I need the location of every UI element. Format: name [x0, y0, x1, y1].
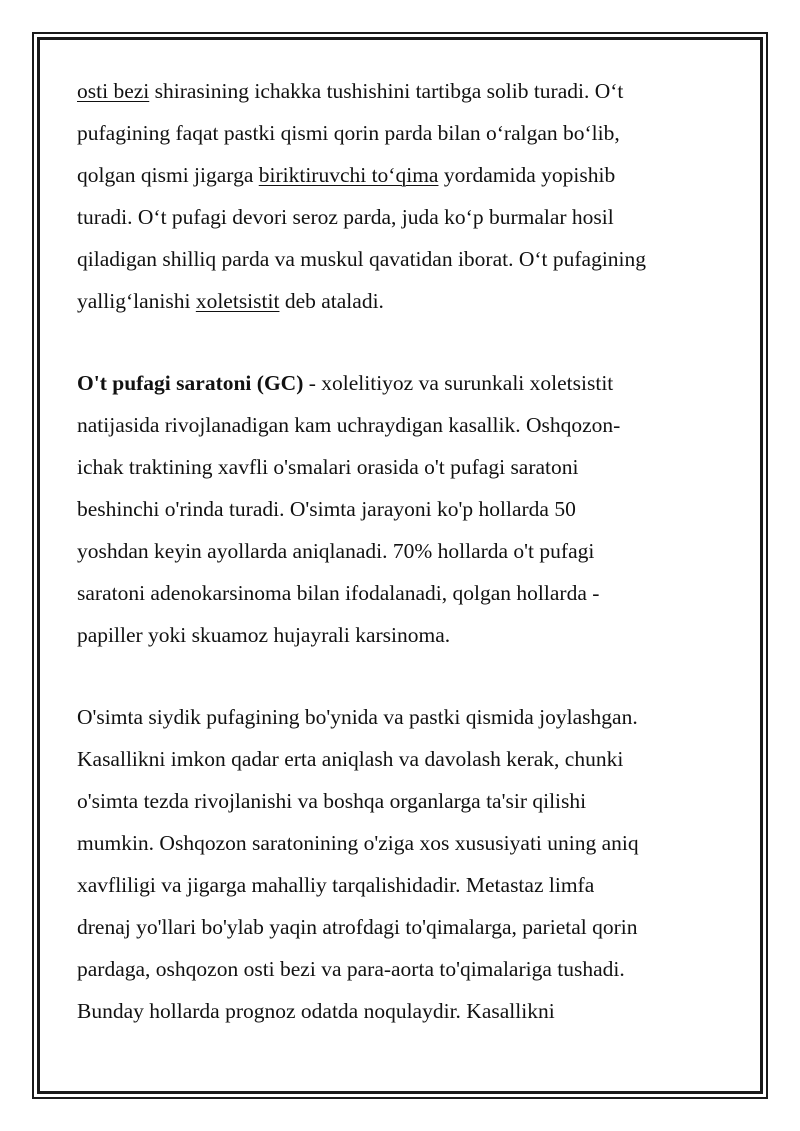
text-segment: xavfliligi va jigarga mahalliy tarqalishidadir. Metastaz limfa [77, 873, 595, 897]
text-segment: qiladigan shilliq parda va muskul qavatidan iborat. O‘t pufagining [77, 247, 647, 271]
bold-heading-text: O't pufagi saratoni (GC) [77, 371, 304, 395]
text-segment: natijasida rivojlanadigan kam uchraydigan kasallik. Oshqozon- [77, 413, 621, 437]
paragraph-tumor-spread [77, 696, 727, 1032]
paragraph-gap [77, 656, 727, 696]
text-segment: yoshdan keyin ayollarda aniqlanadi. 70% hollarda o't pufagi [77, 539, 595, 563]
text-line [77, 404, 727, 446]
text-line [77, 614, 727, 656]
text-segment: deb ataladi. [279, 289, 384, 313]
text-line [77, 696, 727, 738]
text-segment: ichak traktining xavfli o'smalari orasida o't pufagi saratoni [77, 455, 579, 479]
paragraph-gallbladder-cancer [77, 362, 727, 656]
text-line [77, 572, 727, 614]
text-line [77, 446, 727, 488]
text-line [77, 990, 727, 1032]
text-segment: pardaga, oshqozon osti bezi va para-aorta to'qimalariga tushadi. [77, 957, 625, 981]
text-line [77, 154, 727, 196]
text-segment: turadi. O‘t pufagi devori seroz parda, juda ko‘p burmalar hosil [77, 205, 614, 229]
text-segment: papiller yoki skuamoz hujayrali karsinoma. [77, 623, 451, 647]
text-line [77, 530, 727, 572]
text-line [77, 822, 727, 864]
term-link[interactable]: osti bezi [77, 79, 150, 103]
text-line [77, 362, 727, 404]
text-segment: saratoni adenokarsinoma bilan ifodalanadi, qolgan hollarda - [77, 581, 600, 605]
text-line [77, 738, 727, 780]
text-line [77, 864, 727, 906]
text-segment: yordamida yopishib [438, 163, 616, 187]
text-line [77, 70, 727, 112]
text-line [77, 238, 727, 280]
text-segment: qolgan qismi jigarga [77, 163, 259, 187]
paragraph-gap [77, 322, 727, 362]
text-segment: Bunday hollarda prognoz odatda noqulaydir. Kasallikni [77, 999, 555, 1023]
text-line [77, 112, 727, 154]
paragraph-gallbladder-anatomy [77, 70, 727, 322]
text-segment: yallig‘lanishi [77, 289, 196, 313]
text-segment: shirasining ichakka tushishini tartibga solib turadi. O‘t [149, 79, 624, 103]
text-line [77, 280, 727, 322]
text-segment: beshinchi o'rinda turadi. O'simta jarayoni ko'p hollarda 50 [77, 497, 576, 521]
text-segment: pufagining faqat pastki qismi qorin parda bilan o‘ralgan bo‘lib, [77, 121, 620, 145]
text-segment: drenaj yo'llari bo'ylab yaqin atrofdagi to'qimalarga, parietal qorin [77, 915, 638, 939]
text-segment: Kasallikni imkon qadar erta aniqlash va davolash kerak, chunki [77, 747, 624, 771]
term-link[interactable]: xoletsistit [195, 289, 280, 313]
text-line [77, 948, 727, 990]
document-body [77, 70, 727, 1032]
text-segment: - xolelitiyoz va surunkali xoletsistit [303, 371, 614, 395]
term-link[interactable]: biriktiruvchi to‘qima [258, 163, 439, 187]
text-line [77, 906, 727, 948]
text-segment: mumkin. Oshqozon saratonining o'ziga xos xususiyati uning aniq [77, 831, 639, 855]
text-line [77, 488, 727, 530]
text-segment: O'simta siydik pufagining bo'ynida va pastki qismida joylashgan. [77, 705, 638, 729]
text-line [77, 780, 727, 822]
text-line [77, 196, 727, 238]
text-segment: o'simta tezda rivojlanishi va boshqa organlarga ta'sir qilishi [77, 789, 587, 813]
